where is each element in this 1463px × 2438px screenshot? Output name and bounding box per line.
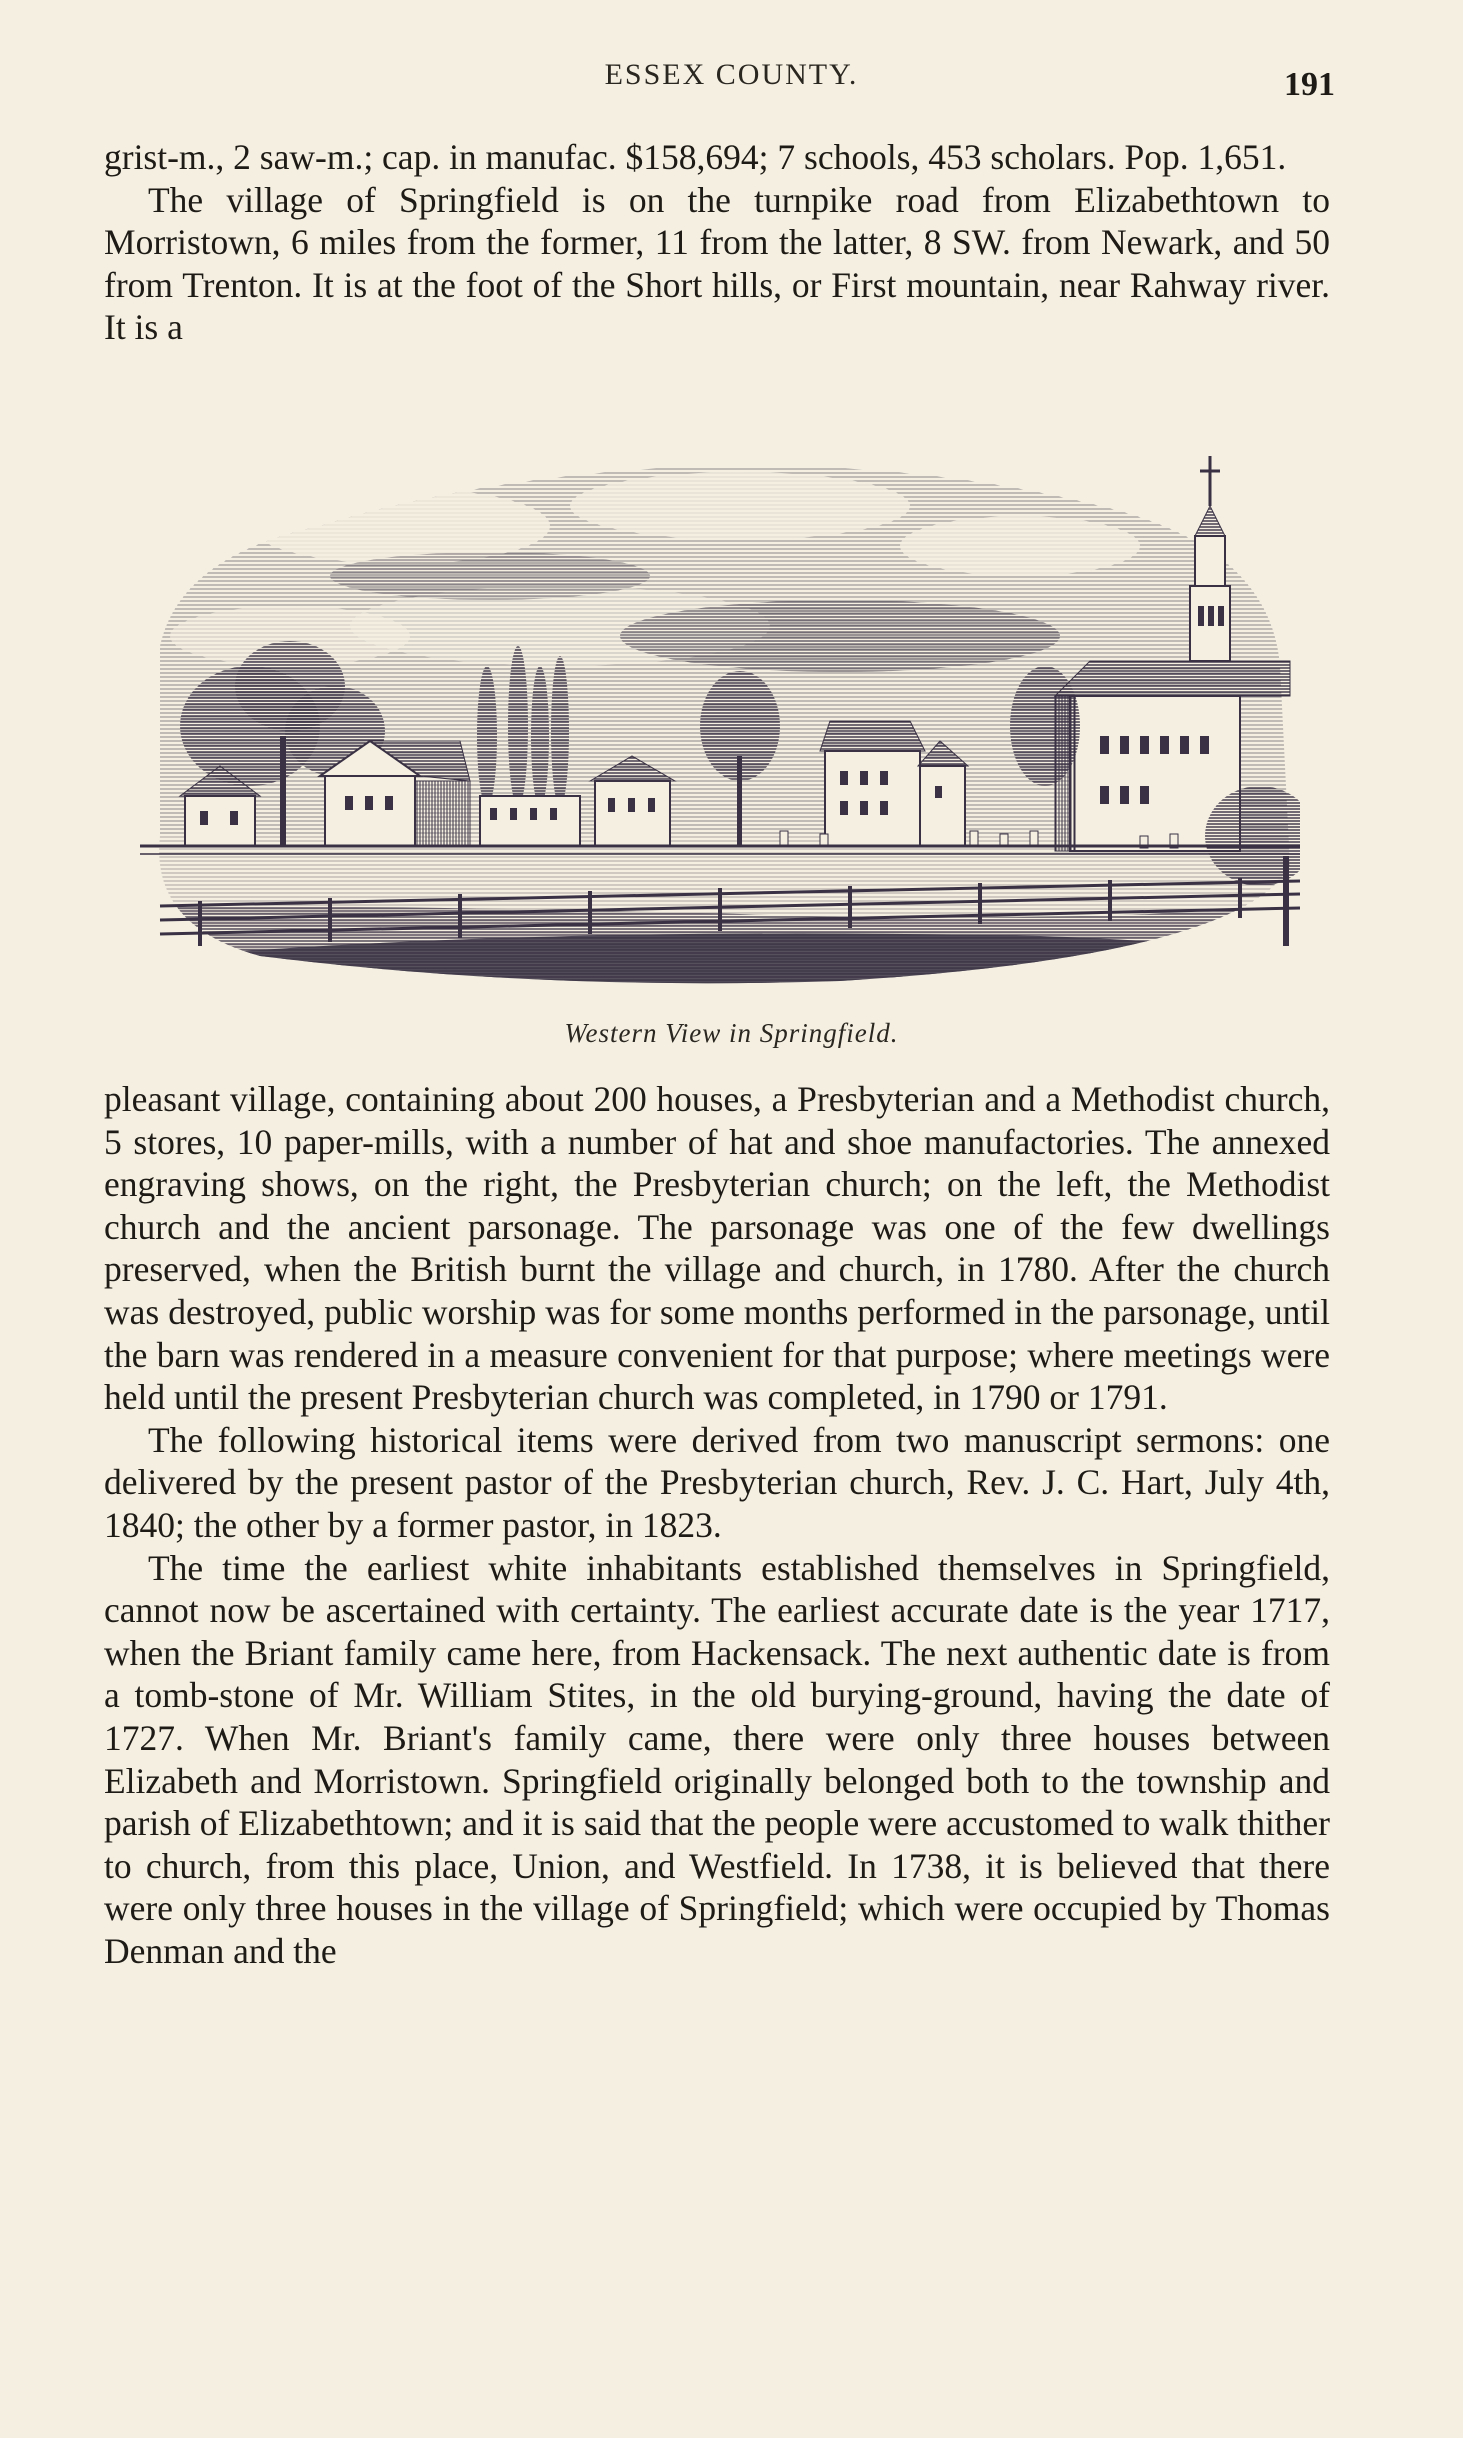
paragraph-early-inhabitants: The time the earliest white inhabitants established themselves in Springfield, cannot now be ascertained with certainty. The earliest accurate date is the year 1717, when the Briant family came here, from Hackensack. The next authentic date is from a tomb-stone of Mr. William Stites, in the old burying-ground, having the date of 1727. When Mr. Briant's family came, there were only three houses between Elizabeth and Morristown. Springfield originally belonged both to the township and parish of Elizabethtown; and it is said that the people were accustomed to walk thither to church, from this place, Union, and Westfield. In 1738, it is believed that there were only three houses in the village of Springfield; which were occupied by Thomas Denman and the — [104, 1547, 1330, 1971]
engraving-western-view — [140, 436, 1300, 996]
body-text-top — [104, 136, 1330, 349]
paragraph-village-description: pleasant village, containing about 200 houses, a Presbyterian and a Methodist church, 5 stores, 10 paper-mills, with a number of hat and shoe manufactories. The annexed engraving shows, on the right, the Presbyterian church; on the left, the Methodist church and the ancient parsonage. The parsonage was one of the few dwellings preserved, when the British burnt the village and church, in 1780. After the church was destroyed, public worship was for some months performed in the parsonage, until the barn was rendered in a measure convenient for that purpose; where meetings were held until the present Presbyterian church was completed, in 1790 or 1791. — [104, 1079, 1330, 1418]
figure-caption: Western View in Springfield. — [564, 1018, 899, 1048]
paragraph-manuscript-sermons: The following historical items were derived from two manuscript sermons: one delivered by the present pastor of the Presbyterian church, Rev. J. C. Hart, July 4th, 1840; the other by a former pastor, in 1823. — [104, 1419, 1330, 1545]
running-head: ESSEX COUNTY. — [604, 58, 859, 91]
paragraph-village-location: The village of Springfield is on the turnpike road from Elizabethtown to Morristown, 6 miles from the former, 11 from the latter, 8 SW. from Newark, and 50 from Trenton. It is at the foot of the Short hills, or First mountain, near Rahway river. It is a — [104, 179, 1330, 348]
body-text-bottom — [104, 1078, 1330, 1972]
page-number: 191 — [1284, 66, 1335, 103]
paragraph-statistics: grist-m., 2 saw-m.; cap. in manufac. $158,694; 7 schools, 453 scholars. Pop. 1,651. — [104, 137, 1287, 177]
